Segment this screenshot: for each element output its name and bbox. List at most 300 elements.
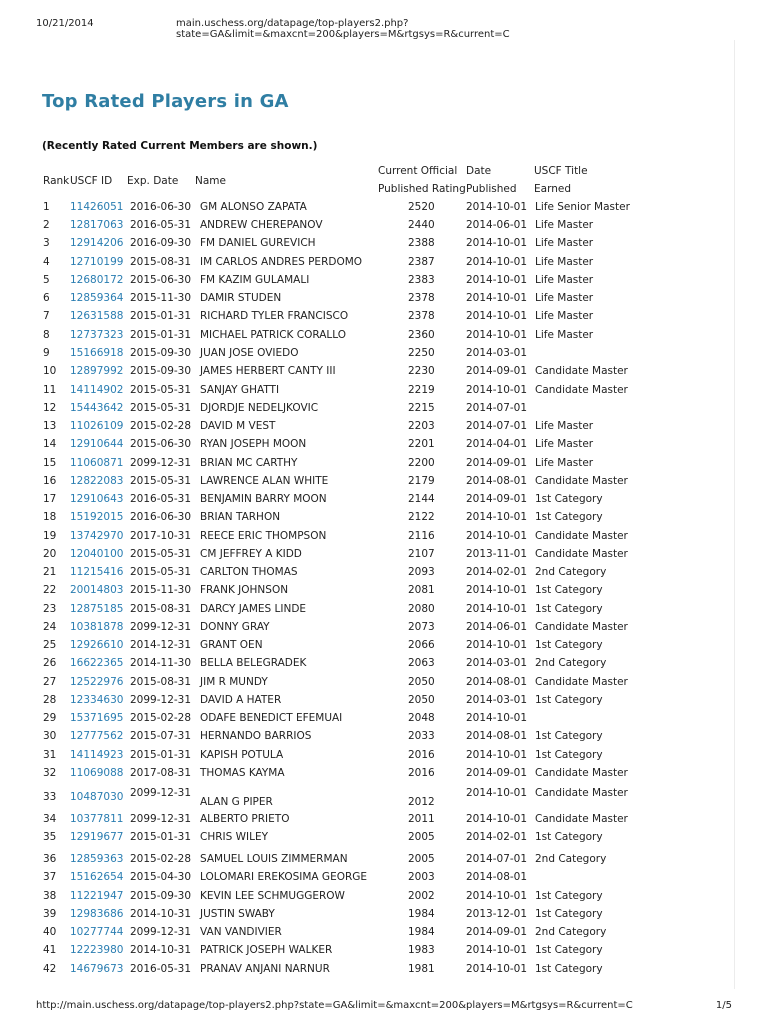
exp-date-cell: 2015-06-30 [130, 438, 192, 450]
table-row [0, 292, 740, 306]
uscf-id-link[interactable]: 11069088 [70, 767, 124, 779]
published-date-cell: 2014-10-01 [466, 329, 528, 341]
rank-cell: 42 [43, 963, 57, 975]
title-cell: Candidate Master [535, 813, 628, 825]
uscf-id-link[interactable]: 10377811 [70, 813, 124, 825]
rating-cell: 2066 [408, 639, 435, 651]
rating-cell: 2387 [408, 256, 435, 268]
uscf-id-link[interactable]: 12897992 [70, 365, 124, 377]
table-row [0, 237, 740, 251]
col-date-line1: Date [466, 165, 492, 177]
player-name-cell: PATRICK JOSEPH WALKER [200, 944, 333, 956]
published-date-cell: 2014-04-01 [466, 438, 528, 450]
title-cell: Life Master [535, 256, 594, 268]
uscf-id-link[interactable]: 16622365 [70, 657, 124, 669]
exp-date-cell: 2015-04-30 [130, 871, 192, 883]
rank-cell: 24 [43, 621, 57, 633]
exp-date-cell: 2099-12-31 [130, 457, 192, 469]
rating-cell: 2050 [408, 676, 435, 688]
col-rating-line1: Current Official [378, 165, 458, 177]
published-date-cell: 2014-07-01 [466, 420, 528, 432]
uscf-id-link[interactable]: 12737323 [70, 329, 124, 341]
rating-cell: 2016 [408, 767, 435, 779]
col-date-line2: Published [466, 183, 517, 195]
table-row [0, 944, 740, 958]
rating-cell: 2073 [408, 621, 435, 633]
exp-date-cell: 2015-07-31 [130, 730, 192, 742]
table-row [0, 712, 740, 726]
title-cell: 1st Category [535, 493, 603, 505]
rank-cell: 2 [43, 219, 50, 231]
table-row [0, 767, 740, 781]
published-date-cell: 2014-08-01 [466, 475, 528, 487]
rank-cell: 9 [43, 347, 50, 359]
title-cell: 1st Category [535, 603, 603, 615]
title-cell: 1st Category [535, 584, 603, 596]
player-name-cell: DONNY GRAY [200, 621, 270, 633]
exp-date-cell: 2016-06-30 [130, 511, 192, 523]
published-date-cell: 2014-10-01 [466, 813, 528, 825]
uscf-id-link[interactable]: 12777562 [70, 730, 124, 742]
table-row [0, 749, 740, 763]
title-cell: 1st Category [535, 730, 603, 742]
title-cell: Life Master [535, 274, 594, 286]
player-name-cell: JUAN JOSE OVIEDO [200, 347, 299, 359]
title-cell: 2nd Category [535, 853, 607, 865]
table-row [0, 347, 740, 361]
rating-cell: 2093 [408, 566, 435, 578]
title-cell: Candidate Master [535, 530, 628, 542]
player-name-cell: PRANAV ANJANI NARNUR [200, 963, 330, 975]
exp-date-cell: 2016-05-31 [130, 493, 192, 505]
published-date-cell: 2014-09-01 [466, 767, 528, 779]
title-cell: Life Master [535, 329, 594, 341]
title-cell: 1st Category [535, 963, 603, 975]
player-name-cell: MICHAEL PATRICK CORALLO [200, 329, 347, 341]
rating-cell: 2011 [408, 813, 435, 825]
title-cell: 2nd Category [535, 926, 607, 938]
exp-date-cell: 2015-08-31 [130, 256, 192, 268]
page-subtitle: (Recently Rated Current Members are shown.) [42, 140, 318, 152]
uscf-id-link[interactable]: 12914206 [70, 237, 124, 249]
title-cell: 2nd Category [535, 566, 607, 578]
rank-cell: 20 [43, 548, 57, 560]
table-row [0, 530, 740, 544]
print-url: main.uschess.org/datapage/top-players2.php?state=GA&limit=&maxcnt=200&players=M&rtgsys=R&current=C [176, 18, 510, 40]
rating-cell: 2116 [408, 530, 435, 542]
published-date-cell: 2014-10-01 [466, 201, 528, 213]
rank-cell: 28 [43, 694, 57, 706]
rank-cell: 16 [43, 475, 57, 487]
published-date-cell: 2014-10-01 [466, 256, 528, 268]
player-name-cell: CM JEFFREY A KIDD [200, 548, 302, 560]
col-rating-line2: Published Rating [378, 183, 466, 195]
exp-date-cell: 2014-10-31 [130, 944, 192, 956]
exp-date-cell: 2015-09-30 [130, 890, 192, 902]
table-row [0, 908, 740, 922]
player-name-cell: HERNANDO BARRIOS [200, 730, 312, 742]
exp-date-cell: 2015-02-28 [130, 853, 192, 865]
rank-cell: 18 [43, 511, 57, 523]
title-cell: Life Master [535, 457, 594, 469]
published-date-cell: 2014-07-01 [466, 402, 528, 414]
exp-date-cell: 2017-08-31 [130, 767, 192, 779]
uscf-id-link[interactable]: 12334630 [70, 694, 124, 706]
exp-date-cell: 2014-12-31 [130, 639, 192, 651]
exp-date-cell: 2015-01-31 [130, 329, 192, 341]
exp-date-cell: 2015-01-31 [130, 749, 192, 761]
rank-cell: 33 [43, 791, 57, 803]
table-row [0, 310, 740, 324]
player-name-cell: ALBERTO PRIETO [200, 813, 290, 825]
table-row [0, 813, 740, 827]
exp-date-cell: 2014-11-30 [130, 657, 192, 669]
published-date-cell: 2014-10-01 [466, 963, 528, 975]
uscf-id-link[interactable]: 15371695 [70, 712, 124, 724]
rank-cell: 10 [43, 365, 57, 377]
rating-cell: 2033 [408, 730, 435, 742]
published-date-cell: 2014-09-01 [466, 365, 528, 377]
exp-date-cell: 2015-05-31 [130, 384, 192, 396]
exp-date-cell: 2015-05-31 [130, 402, 192, 414]
table-row [0, 548, 740, 562]
exp-date-cell: 2015-11-30 [130, 292, 192, 304]
rating-cell: 2383 [408, 274, 435, 286]
published-date-cell: 2014-02-01 [466, 566, 528, 578]
title-cell: 1st Category [535, 749, 603, 761]
player-name-cell: FM KAZIM GULAMALI [200, 274, 310, 286]
table-row [0, 603, 740, 617]
rating-cell: 2440 [408, 219, 435, 231]
table-row [0, 274, 740, 288]
player-name-cell: RYAN JOSEPH MOON [200, 438, 307, 450]
published-date-cell: 2014-10-01 [466, 890, 528, 902]
title-cell: Candidate Master [535, 548, 628, 560]
title-cell: 1st Category [535, 944, 603, 956]
exp-date-cell: 2017-10-31 [130, 530, 192, 542]
player-name-cell: CHRIS WILEY [200, 831, 268, 843]
uscf-id-link[interactable]: 11026109 [70, 420, 124, 432]
uscf-id-link[interactable]: 12631588 [70, 310, 124, 322]
table-row [0, 871, 740, 885]
title-cell: Life Senior Master [535, 201, 630, 213]
uscf-id-link[interactable]: 12983686 [70, 908, 124, 920]
published-date-cell: 2014-10-01 [466, 384, 528, 396]
rank-cell: 5 [43, 274, 50, 286]
rating-cell: 2003 [408, 871, 435, 883]
rank-cell: 29 [43, 712, 57, 724]
rating-cell: 2005 [408, 831, 435, 843]
published-date-cell: 2014-08-01 [466, 871, 528, 883]
published-date-cell: 2014-07-01 [466, 853, 528, 865]
table-row [0, 219, 740, 233]
uscf-id-link[interactable]: 15192015 [70, 511, 124, 523]
title-cell: 1st Category [535, 639, 603, 651]
uscf-id-link[interactable]: 12919677 [70, 831, 124, 843]
uscf-id-link[interactable]: 10487030 [70, 791, 124, 803]
player-name-cell: DJORDJE NEDELJKOVIC [200, 402, 319, 414]
player-name-cell: RICHARD TYLER FRANCISCO [200, 310, 349, 322]
rank-cell: 41 [43, 944, 57, 956]
published-date-cell: 2014-10-01 [466, 310, 528, 322]
rank-cell: 19 [43, 530, 57, 542]
exp-date-cell: 2015-05-31 [130, 475, 192, 487]
exp-date-cell: 2015-02-28 [130, 420, 192, 432]
table-row [0, 621, 740, 635]
table-row [0, 201, 740, 215]
player-name-cell: BRIAN MC CARTHY [200, 457, 298, 469]
rank-cell: 6 [43, 292, 50, 304]
exp-date-cell: 2015-11-30 [130, 584, 192, 596]
published-date-cell: 2014-10-01 [466, 584, 528, 596]
rank-cell: 27 [43, 676, 57, 688]
title-cell: Candidate Master [535, 787, 628, 799]
exp-date-cell: 2015-05-31 [130, 566, 192, 578]
uscf-id-link[interactable]: 14679673 [70, 963, 124, 975]
title-cell: Candidate Master [535, 475, 628, 487]
published-date-cell: 2014-10-01 [466, 749, 528, 761]
table-row [0, 402, 740, 416]
table-row [0, 384, 740, 398]
rank-cell: 21 [43, 566, 57, 578]
player-name-cell: ANDREW CHEREPANOV [200, 219, 323, 231]
rating-cell: 2360 [408, 329, 435, 341]
print-header [36, 18, 732, 40]
rank-cell: 39 [43, 908, 57, 920]
uscf-id-link[interactable]: 10277744 [70, 926, 124, 938]
rank-cell: 40 [43, 926, 57, 938]
published-date-cell: 2014-10-01 [466, 787, 528, 799]
uscf-id-link[interactable]: 15443642 [70, 402, 124, 414]
rank-cell: 14 [43, 438, 57, 450]
uscf-id-link[interactable]: 11426051 [70, 201, 124, 213]
exp-date-cell: 2016-09-30 [130, 237, 192, 249]
print-footer [36, 1000, 732, 1014]
uscf-id-link[interactable]: 12710199 [70, 256, 124, 268]
uscf-id-link[interactable]: 10381878 [70, 621, 124, 633]
table-row [0, 329, 740, 343]
rank-cell: 4 [43, 256, 50, 268]
table-row [0, 566, 740, 580]
uscf-id-link[interactable]: 12859363 [70, 853, 124, 865]
rating-cell: 2063 [408, 657, 435, 669]
title-cell: 1st Category [535, 831, 603, 843]
table-row [0, 853, 740, 867]
player-name-cell: VAN VANDIVIER [200, 926, 282, 938]
published-date-cell: 2014-03-01 [466, 657, 528, 669]
player-name-cell: DAVID A HATER [200, 694, 282, 706]
exp-date-cell: 2099-12-31 [130, 787, 192, 799]
exp-date-cell: 2099-12-31 [130, 694, 192, 706]
rank-cell: 23 [43, 603, 57, 615]
table-row [0, 365, 740, 379]
rank-cell: 38 [43, 890, 57, 902]
uscf-id-link[interactable]: 20014803 [70, 584, 124, 596]
rating-cell: 2203 [408, 420, 435, 432]
player-name-cell: KAPISH POTULA [200, 749, 284, 761]
table-row [0, 457, 740, 471]
uscf-id-link[interactable]: 11060871 [70, 457, 124, 469]
player-name-cell: DAMIR STUDEN [200, 292, 282, 304]
rating-cell: 2520 [408, 201, 435, 213]
exp-date-cell: 2015-08-31 [130, 603, 192, 615]
rank-cell: 36 [43, 853, 57, 865]
uscf-id-link[interactable]: 15162654 [70, 871, 124, 883]
rating-cell: 2388 [408, 237, 435, 249]
rating-cell: 2002 [408, 890, 435, 902]
player-name-cell: LOLOMARI EREKOSIMA GEORGE [200, 871, 368, 883]
rank-cell: 1 [43, 201, 50, 213]
exp-date-cell: 2016-05-31 [130, 219, 192, 231]
rank-cell: 26 [43, 657, 57, 669]
uscf-id-link[interactable]: 12680172 [70, 274, 124, 286]
rating-cell: 2080 [408, 603, 435, 615]
rating-cell: 2048 [408, 712, 435, 724]
player-name-cell: GRANT OEN [200, 639, 263, 651]
rating-cell: 1983 [408, 944, 435, 956]
exp-date-cell: 2015-02-28 [130, 712, 192, 724]
rank-cell: 37 [43, 871, 57, 883]
rank-cell: 32 [43, 767, 57, 779]
published-date-cell: 2014-10-01 [466, 712, 528, 724]
rank-cell: 31 [43, 749, 57, 761]
title-cell: 1st Category [535, 890, 603, 902]
player-name-cell: FRANK JOHNSON [200, 584, 289, 596]
player-name-cell: DAVID M VEST [200, 420, 276, 432]
uscf-id-link[interactable]: 12040100 [70, 548, 124, 560]
uscf-id-link[interactable]: 12859364 [70, 292, 124, 304]
rank-cell: 11 [43, 384, 57, 396]
table-row [0, 963, 740, 977]
player-name-cell: BRIAN TARHON [200, 511, 281, 523]
uscf-id-link[interactable]: 13742970 [70, 530, 124, 542]
player-name-cell: ODAFE BENEDICT EFEMUAI [200, 712, 343, 724]
exp-date-cell: 2015-09-30 [130, 365, 192, 377]
table-row [0, 676, 740, 690]
uscf-id-link[interactable]: 14114923 [70, 749, 124, 761]
published-date-cell: 2014-09-01 [466, 457, 528, 469]
uscf-id-link[interactable]: 12910643 [70, 493, 124, 505]
published-date-cell: 2014-03-01 [466, 347, 528, 359]
player-name-cell: SANJAY GHATTI [200, 384, 280, 396]
rating-cell: 2005 [408, 853, 435, 865]
rating-cell: 2179 [408, 475, 435, 487]
table-row [0, 438, 740, 452]
title-cell: Life Master [535, 219, 594, 231]
rating-cell: 2016 [408, 749, 435, 761]
title-cell: 2nd Category [535, 657, 607, 669]
table-row [0, 831, 740, 845]
rating-cell: 2230 [408, 365, 435, 377]
title-cell: Life Master [535, 237, 594, 249]
rating-cell: 2081 [408, 584, 435, 596]
uscf-id-link[interactable]: 12926610 [70, 639, 124, 651]
col-uscf-id: USCF ID [70, 175, 113, 187]
player-name-cell: CARLTON THOMAS [200, 566, 298, 578]
rank-cell: 17 [43, 493, 57, 505]
published-date-cell: 2014-10-01 [466, 639, 528, 651]
published-date-cell: 2013-12-01 [466, 908, 528, 920]
page-number: 1/5 [715, 1000, 732, 1011]
published-date-cell: 2014-02-01 [466, 831, 528, 843]
rank-cell: 22 [43, 584, 57, 596]
rating-cell: 2378 [408, 292, 435, 304]
rank-cell: 8 [43, 329, 50, 341]
rank-cell: 30 [43, 730, 57, 742]
published-date-cell: 2014-10-01 [466, 530, 528, 542]
uscf-id-link[interactable]: 12223980 [70, 944, 124, 956]
player-name-cell: GM ALONSO ZAPATA [200, 201, 307, 213]
table-row [0, 890, 740, 904]
player-name-cell: JIM R MUNDY [200, 676, 268, 688]
uscf-id-link[interactable]: 12817063 [70, 219, 124, 231]
published-date-cell: 2013-11-01 [466, 548, 528, 560]
rating-cell: 2144 [408, 493, 435, 505]
player-name-cell: IM CARLOS ANDRES PERDOMO [200, 256, 363, 268]
rating-cell: 1981 [408, 963, 435, 975]
uscf-id-link[interactable]: 11221947 [70, 890, 124, 902]
rank-cell: 25 [43, 639, 57, 651]
published-date-cell: 2014-06-01 [466, 219, 528, 231]
col-exp-date: Exp. Date [127, 175, 179, 187]
rating-cell: 2219 [408, 384, 435, 396]
player-name-cell: JAMES HERBERT CANTY III [200, 365, 336, 377]
rank-cell: 12 [43, 402, 57, 414]
published-date-cell: 2014-10-01 [466, 274, 528, 286]
uscf-id-link[interactable]: 15166918 [70, 347, 124, 359]
print-date: 10/21/2014 [36, 18, 94, 29]
exp-date-cell: 2015-05-31 [130, 548, 192, 560]
uscf-id-link[interactable]: 12822083 [70, 475, 124, 487]
uscf-id-link[interactable]: 12522976 [70, 676, 124, 688]
table-row [0, 420, 740, 434]
rank-cell: 35 [43, 831, 57, 843]
title-cell: Candidate Master [535, 365, 628, 377]
uscf-id-link[interactable]: 12875185 [70, 603, 124, 615]
player-name-cell: BENJAMIN BARRY MOON [200, 493, 327, 505]
rating-cell: 2107 [408, 548, 435, 560]
published-date-cell: 2014-10-01 [466, 511, 528, 523]
table-row [0, 475, 740, 489]
table-row [0, 730, 740, 744]
exp-date-cell: 2015-08-31 [130, 676, 192, 688]
uscf-id-link[interactable]: 14114902 [70, 384, 124, 396]
table-row [0, 926, 740, 940]
table-row [0, 694, 740, 708]
exp-date-cell: 2015-09-30 [130, 347, 192, 359]
published-date-cell: 2014-08-01 [466, 676, 528, 688]
uscf-id-link[interactable]: 11215416 [70, 566, 124, 578]
table-row [0, 584, 740, 598]
player-name-cell: DARCY JAMES LINDE [200, 603, 307, 615]
published-date-cell: 2014-10-01 [466, 237, 528, 249]
title-cell: Life Master [535, 292, 594, 304]
exp-date-cell: 2015-01-31 [130, 310, 192, 322]
player-name-cell: SAMUEL LOUIS ZIMMERMAN [200, 853, 348, 865]
title-cell: Candidate Master [535, 676, 628, 688]
title-cell: 1st Category [535, 694, 603, 706]
uscf-id-link[interactable]: 12910644 [70, 438, 124, 450]
player-name-cell: BELLA BELEGRADEK [200, 657, 307, 669]
title-cell: 1st Category [535, 511, 603, 523]
exp-date-cell: 2016-05-31 [130, 963, 192, 975]
exp-date-cell: 2016-06-30 [130, 201, 192, 213]
rating-cell: 2250 [408, 347, 435, 359]
title-cell: 1st Category [535, 908, 603, 920]
table-row [0, 511, 740, 525]
title-cell: Life Master [535, 310, 594, 322]
rank-cell: 15 [43, 457, 57, 469]
